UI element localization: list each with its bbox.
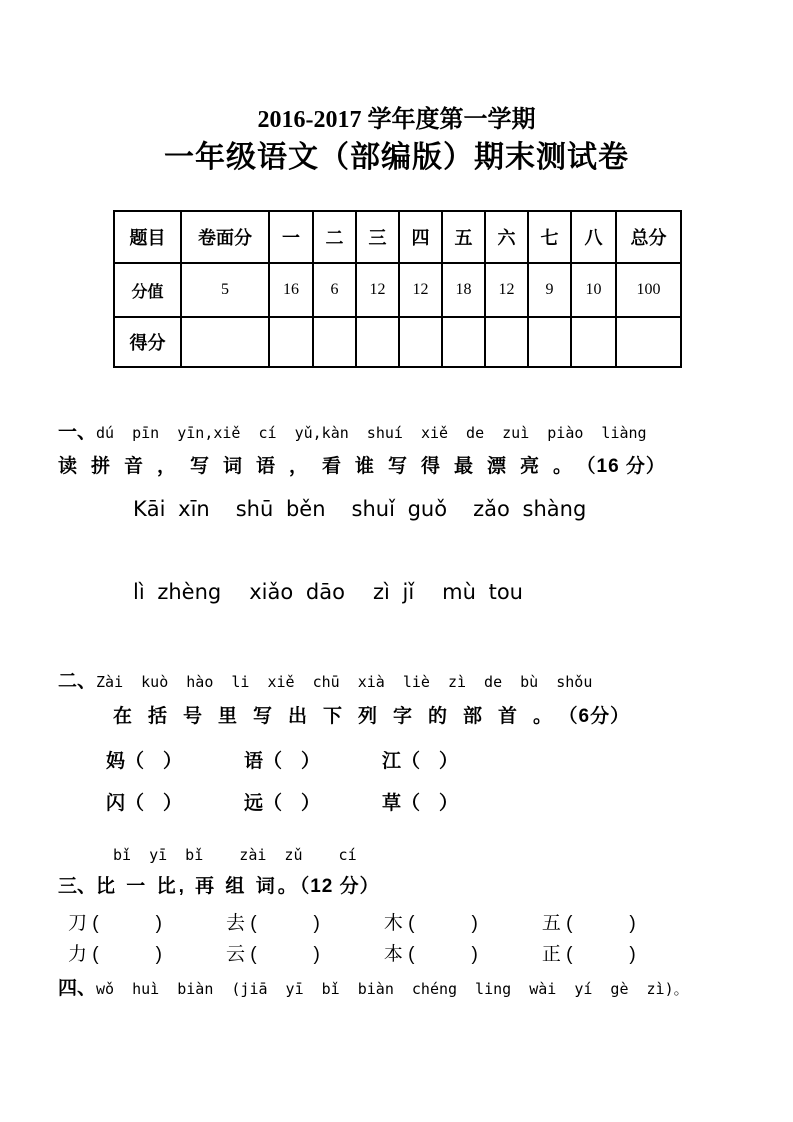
paper-title-main: 一年级语文（部编版）期末测试卷 [164,141,629,174]
q1-points: （16 分） [586,456,666,477]
earned-cell [442,317,485,367]
earned-cell [485,317,528,367]
q2-char-row-2 [106,788,458,815]
header-cell-1: 一 [269,211,313,263]
points-cell: 9 [528,263,571,317]
q1-word: zǎo shàng [473,497,587,521]
q3-instruction-line [58,871,380,898]
earned-cell [313,317,356,367]
q2-char-blank: 闪（ ） [106,793,183,814]
q1-instruction-line [58,451,666,478]
q1-instruction-text: 读拼音，写词语，看谁写得最漂亮。 [58,456,587,477]
points-row-label: 分值 [114,263,181,317]
q3-pinyin-guide: bǐ yī bǐ zài zǔ cí [113,846,357,864]
q2-char-blank: 江（ ） [382,751,459,772]
q3-number: 三、 [58,876,97,897]
q2-char-blank: 语（ ） [244,751,321,772]
q2-char-blank: 妈（ ） [106,751,183,772]
q1-word: Kāi xīn [133,497,210,521]
q1-word: mù tou [442,580,523,604]
score-table-wrap [113,210,682,368]
header-cell-2: 二 [313,211,356,263]
header-cell-7: 七 [528,211,571,263]
q4-pinyin-guide: wǒ huì biàn (jiā yī bǐ biàn chéng ling wài yí gè zì)。 [96,980,689,998]
header-cell-juanmianfen: 卷面分 [181,211,269,263]
points-cell: 18 [442,263,485,317]
q2-instruction-line [113,701,630,728]
points-cell: 100 [616,263,681,317]
points-cell: 10 [571,263,616,317]
q3-char-blank: 云 ( ) [225,944,320,965]
q3-char-blank: 刀 ( ) [68,913,162,934]
header-cell-4: 四 [399,211,442,263]
earned-cell [356,317,399,367]
q4-number: 四、 [58,978,97,999]
q3-char-row-1 [68,908,636,935]
q1-word-row-1 [133,497,586,521]
q1-word-row-2 [133,580,523,604]
score-table-points-row [114,263,681,317]
header-cell-timu: 题目 [114,211,181,263]
score-table [113,210,682,368]
paper-title-term: 2016-2017 学年度第一学期 [257,107,536,133]
q3-char-blank: 本 ( ) [383,944,478,965]
q3-pinyin-line [113,846,357,865]
points-cell: 16 [269,263,313,317]
q2-pinyin-line [58,666,592,693]
q3-char-blank: 五 ( ) [541,913,636,934]
q2-points: （6分） [568,706,631,727]
q3-char-row-2 [68,939,636,966]
q3-char-blank: 正 ( ) [541,944,636,965]
q2-char-row-1 [106,746,458,773]
q2-char-blank: 远（ ） [244,793,321,814]
points-cell: 12 [399,263,442,317]
earned-row-label: 得分 [114,317,181,367]
score-table-header-row [114,211,681,263]
q1-word: shū běn [235,497,326,521]
q1-word: lì zhèng [133,580,222,604]
score-table-earned-row [114,317,681,367]
q4-pinyin-line [58,973,689,1000]
header-cell-5: 五 [442,211,485,263]
earned-cell [399,317,442,367]
header-cell-6: 六 [485,211,528,263]
earned-cell [616,317,681,367]
q3-instruction-text: 比 一 比, 再 组 词。 [96,876,300,897]
q2-pinyin-guide: Zài kuò hào li xiě chū xià liè zì de bù shǒu [96,673,593,691]
q3-char-blank: 去 ( ) [225,913,320,934]
q3-char-blank: 木 ( ) [383,913,478,934]
q2-instruction-text: 在括号里写出下列字的部首。 [113,706,569,727]
q1-pinyin-guide: dú pīn yīn,xiě cí yǔ,kàn shuí xiě de zuì piào liàng [96,424,647,442]
header-cell-3: 三 [356,211,399,263]
header-cell-8: 八 [571,211,616,263]
header-cell-zongfen: 总分 [616,211,681,263]
q1-pinyin-line [58,417,647,444]
points-cell: 12 [485,263,528,317]
q2-number: 二、 [58,671,97,692]
q1-number: 一、 [58,422,97,443]
points-cell: 12 [356,263,399,317]
q1-word: zì jǐ [372,580,415,604]
points-cell: 5 [181,263,269,317]
earned-cell [528,317,571,367]
q1-word: xiǎo dāo [249,580,345,604]
q1-word: shuǐ guǒ [351,497,448,521]
q2-char-blank: 草（ ） [382,793,459,814]
points-cell: 6 [313,263,356,317]
q3-char-blank: 力 ( ) [68,944,162,965]
q3-points: （12 分） [299,876,380,897]
earned-cell [181,317,269,367]
earned-cell [269,317,313,367]
earned-cell [571,317,616,367]
